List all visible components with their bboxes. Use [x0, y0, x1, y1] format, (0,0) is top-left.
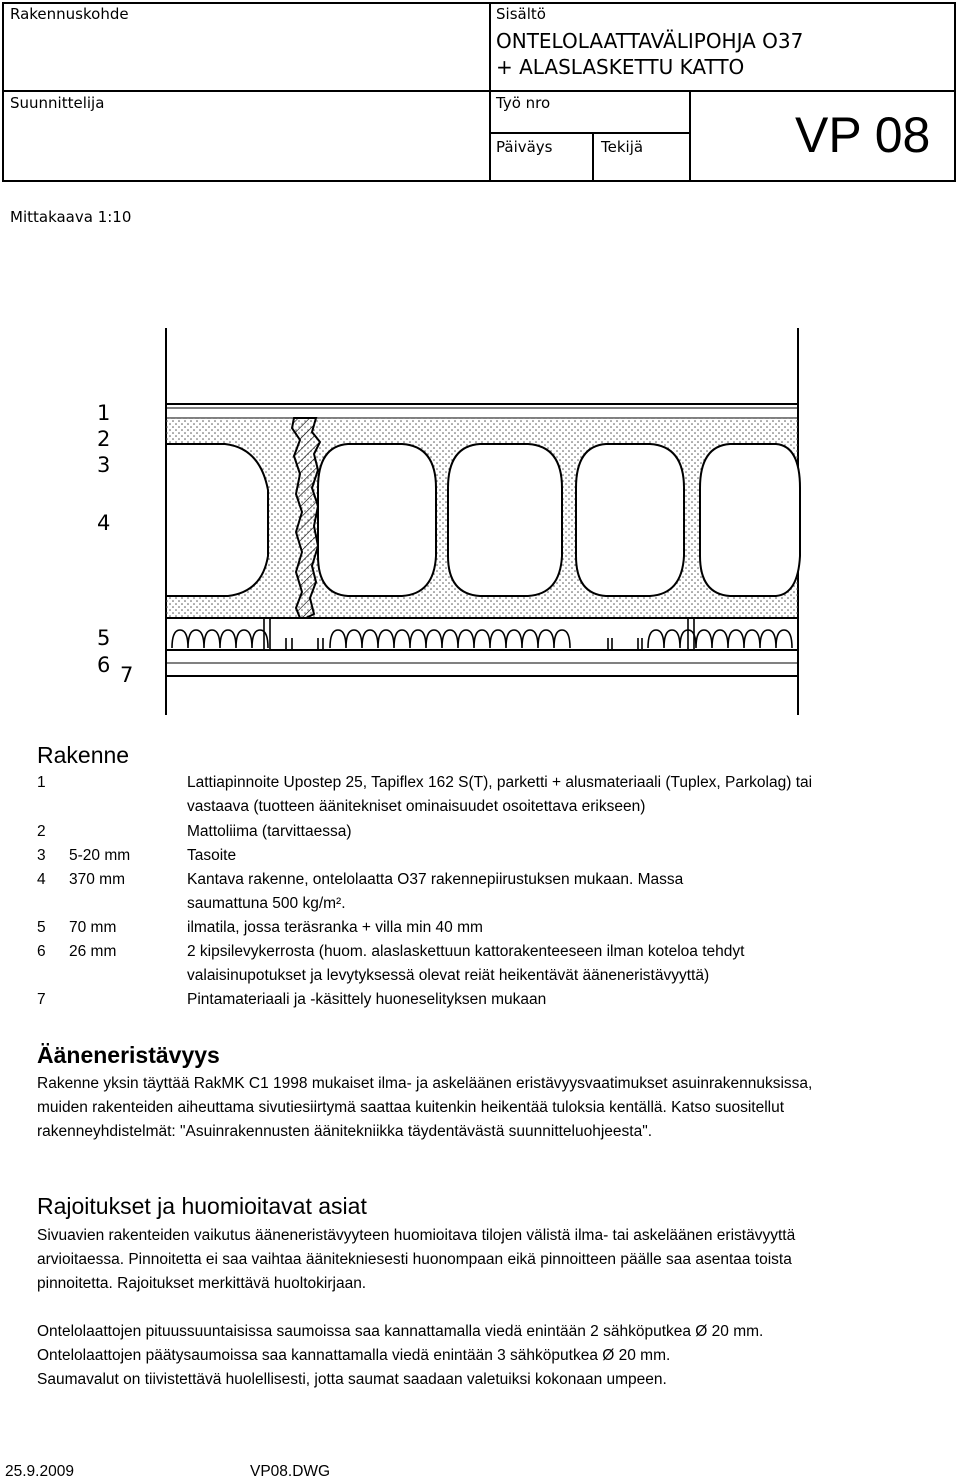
rakenne-heading: Rakenne: [37, 742, 130, 768]
rakenne-item-thickness: 5-20 mm: [69, 847, 131, 864]
content-label: Sisältö: [496, 5, 546, 23]
project-label: Rakennuskohde: [10, 5, 129, 23]
content-title-line2: + ALASLASKETTU KATTO: [496, 55, 745, 79]
rakenne-item-thickness: 26 mm: [69, 943, 117, 960]
layer-number: 3: [97, 453, 111, 477]
rakenne-item-thickness: 370 mm: [69, 871, 125, 888]
rakenne-item-text: Kantava rakenne, ontelolaatta O37 rakennepiirustuksen mukaan. Massa: [187, 871, 684, 888]
title-block-divider: [489, 90, 954, 92]
steel-frame: [264, 618, 694, 650]
sound-insulation-text: rakenneyhdistelmät: "Asuinrakennusten äänitekniikka täydentävästä suunnitteluohjeesta".: [37, 1123, 653, 1140]
date-label: Päiväys: [496, 138, 553, 156]
rakenne-item-text: valaisinupotukset ja levytyksessä olevat reiät heikentävät ääneneristävyyttä): [187, 967, 710, 984]
sound-insulation-text: muiden rakenteiden aiheuttama sivutiesiirtymä saattaa kuitenkin heikentää tuloksia kentällä. Katso suositellut: [37, 1099, 785, 1116]
rakenne-item-number: 1: [37, 774, 46, 791]
restrictions-text: Sivuavien rakenteiden vaikutus ääneneristävyyteen huomioitava tilojen välistä ilma- tai askeläänen eristävyyttä: [37, 1227, 796, 1244]
title-block-divider: [489, 132, 689, 134]
designer-label: Suunnittelija: [10, 94, 105, 112]
rakenne-item-text: ilmatila, jossa teräsranka + villa min 40 mm: [187, 919, 483, 936]
rakenne-item-text: 2 kipsilevykerrosta (huom. alaslaskettuun kattorakenteeseen ilman koteloa tehdyt: [187, 943, 745, 960]
rakenne-item-number: 4: [37, 871, 46, 888]
restrictions-text: Ontelolaattojen pituussuuntaisissa saumoissa saa kannattamalla viedä enintään 2 sähköputkea Ø 20 mm.: [37, 1323, 764, 1340]
title-block-divider: [689, 90, 691, 180]
rakenne-item-text: Lattiapinnoite Upostep 25, Tapiflex 162 S(T), parketti + alusmateriaali (Tuplex, Parkolag) tai: [187, 774, 813, 791]
scale-label: Mittakaava 1:10: [10, 208, 132, 226]
layer-number: 7: [120, 663, 134, 687]
restrictions-heading: Rajoitukset ja huomioitavat asiat: [37, 1193, 367, 1219]
restrictions-text: Ontelolaattojen päätysaumoissa saa kannattamalla viedä enintään 3 sähköputkea Ø 20 mm.: [37, 1347, 671, 1364]
layer-number: 5: [97, 626, 111, 650]
rakenne-item-number: 2: [37, 823, 46, 840]
rakenne-item-text: saumattuna 500 kg/m².: [187, 895, 346, 912]
rakenne-item-number: 3: [37, 847, 46, 864]
title-block-divider: [592, 132, 594, 180]
layer-number: 6: [97, 653, 111, 677]
layer-number: 4: [97, 511, 111, 535]
slab-cores: [166, 444, 800, 596]
restrictions-text: pinnoitetta. Rajoitukset merkittävä huoltokirjaan.: [37, 1275, 367, 1292]
section-drawing: [0, 320, 960, 720]
drawing-code: VP 08: [795, 107, 931, 163]
title-block-divider: [4, 90, 489, 92]
insulation-layer: [172, 630, 792, 648]
layer-number: 2: [97, 427, 111, 451]
author-label: Tekijä: [601, 138, 644, 156]
footer-file: VP08.DWG: [250, 1463, 331, 1480]
restrictions-text: arvioitaessa. Pinnoitetta ei saa vaihtaa äänitekniesesti huonompaan eikä pinnoitteen päälle saa asentaa toista: [37, 1251, 792, 1268]
title-block-divider: [489, 4, 491, 180]
rakenne-item-text: Pintamateriaali ja -käsittely huoneselityksen mukaan: [187, 991, 547, 1008]
layer-number: 1: [97, 401, 111, 425]
restrictions-text: Saumavalut on tiivistettävä huolellisesti, jotta saumat saadaan valetuiksi kokonaan umpeen.: [37, 1371, 667, 1388]
work-number-label: Työ nro: [496, 94, 551, 112]
rakenne-item-text: vastaava (tuotteen äänitekniset ominaisuudet osoitettava erikseen): [187, 798, 646, 815]
rakenne-item-thickness: 70 mm: [69, 919, 117, 936]
footer-date: 25.9.2009: [5, 1463, 74, 1480]
rakenne-item-text: Tasoite: [187, 847, 237, 864]
content-title-line1: ONTELOLAATTAVÄLIPOHJA O37: [496, 29, 804, 53]
rakenne-item-number: 7: [37, 991, 46, 1008]
sound-insulation-text: Rakenne yksin täyttää RakMK C1 1998 mukaiset ilma- ja askeläänen eristävyysvaatimukset asuinrakennuksissa,: [37, 1075, 813, 1092]
rakenne-item-number: 6: [37, 943, 46, 960]
sound-insulation-heading: Ääneneristävyys: [37, 1042, 220, 1068]
rakenne-item-number: 5: [37, 919, 46, 936]
rakenne-item-text: Mattoliima (tarvittaessa): [187, 823, 352, 840]
